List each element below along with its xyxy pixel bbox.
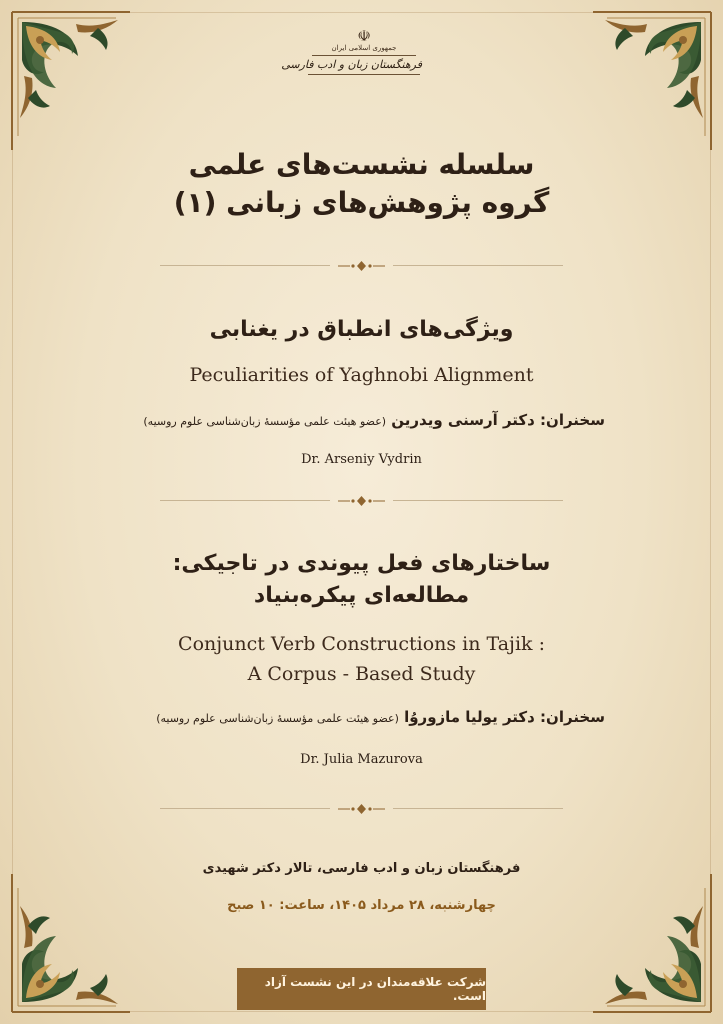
talk1-speaker-en: Dr. Arseniy Vydrin — [301, 452, 422, 467]
divider-ornament-icon — [336, 803, 387, 815]
section-divider — [160, 495, 563, 507]
divider-ornament-icon — [336, 495, 387, 507]
free-entry-banner — [237, 968, 486, 1010]
corner-ornament-icon — [6, 868, 136, 1018]
divider-ornament-icon — [336, 260, 387, 272]
talk2-speaker-fa — [156, 706, 605, 730]
talk2-affiliation: (عضو هیئت علمی مؤسسهٔ زبان‌شناسی علوم روسیه) — [156, 712, 399, 725]
section-divider — [160, 260, 563, 272]
talk2-speaker-name: سخنران: دکتر یولیا مازوروُا — [404, 708, 605, 726]
talk2-title-en-line1: Conjunct Verb Constructions in Tajik : — [178, 633, 545, 655]
logo-academy-text: فرهنگستان زبان و ادب فارسی — [281, 58, 422, 71]
section-divider — [160, 803, 563, 815]
talk1-speaker-name: سخنران: دکتر آرسنی ویدرین — [391, 411, 605, 429]
logo-rule — [308, 74, 420, 75]
corner-ornament-icon — [587, 6, 717, 156]
emblem-icon: ☫ — [357, 27, 371, 45]
group-title: گروه پژوهش‌های زبانی (۱) — [173, 186, 550, 219]
series-title: سلسله نشست‌های علمی — [188, 148, 535, 181]
talk2-speaker-en: Dr. Julia Mazurova — [300, 752, 423, 767]
free-entry-text: شرکت علاقه‌مندان در این نشست آزاد است. — [264, 975, 486, 1003]
talk2-title-fa-line2: مطالعه‌ای پیکره‌بنیاد — [253, 583, 470, 608]
corner-ornament-icon — [6, 6, 136, 156]
talk2-title-en-line2: A Corpus - Based Study — [247, 663, 476, 685]
academy-logo — [281, 27, 422, 92]
corner-ornament-icon — [587, 868, 717, 1018]
talk1-title-fa: ویژگی‌های انطباق در یغنابی — [209, 317, 514, 342]
talk1-affiliation: (عضو هیئت علمی مؤسسهٔ زبان‌شناسی علوم روسیه) — [143, 415, 387, 428]
logo-republic-text: جمهوری اسلامی ایران — [331, 44, 397, 52]
venue-text: فرهنگستان زبان و ادب فارسی، تالار دکتر شهیدی — [202, 861, 521, 876]
talk2-title-fa-line1: ساختارهای فعل پیوندی در تاجیکی: — [172, 551, 551, 576]
talk1-speaker-fa — [143, 409, 605, 433]
talk1-title-en: Peculiarities of Yaghnobi Alignment — [189, 364, 534, 386]
date-time-text: چهارشنبه، ۲۸ مرداد ۱۴۰۵، ساعت: ۱۰ صبح — [227, 898, 496, 913]
